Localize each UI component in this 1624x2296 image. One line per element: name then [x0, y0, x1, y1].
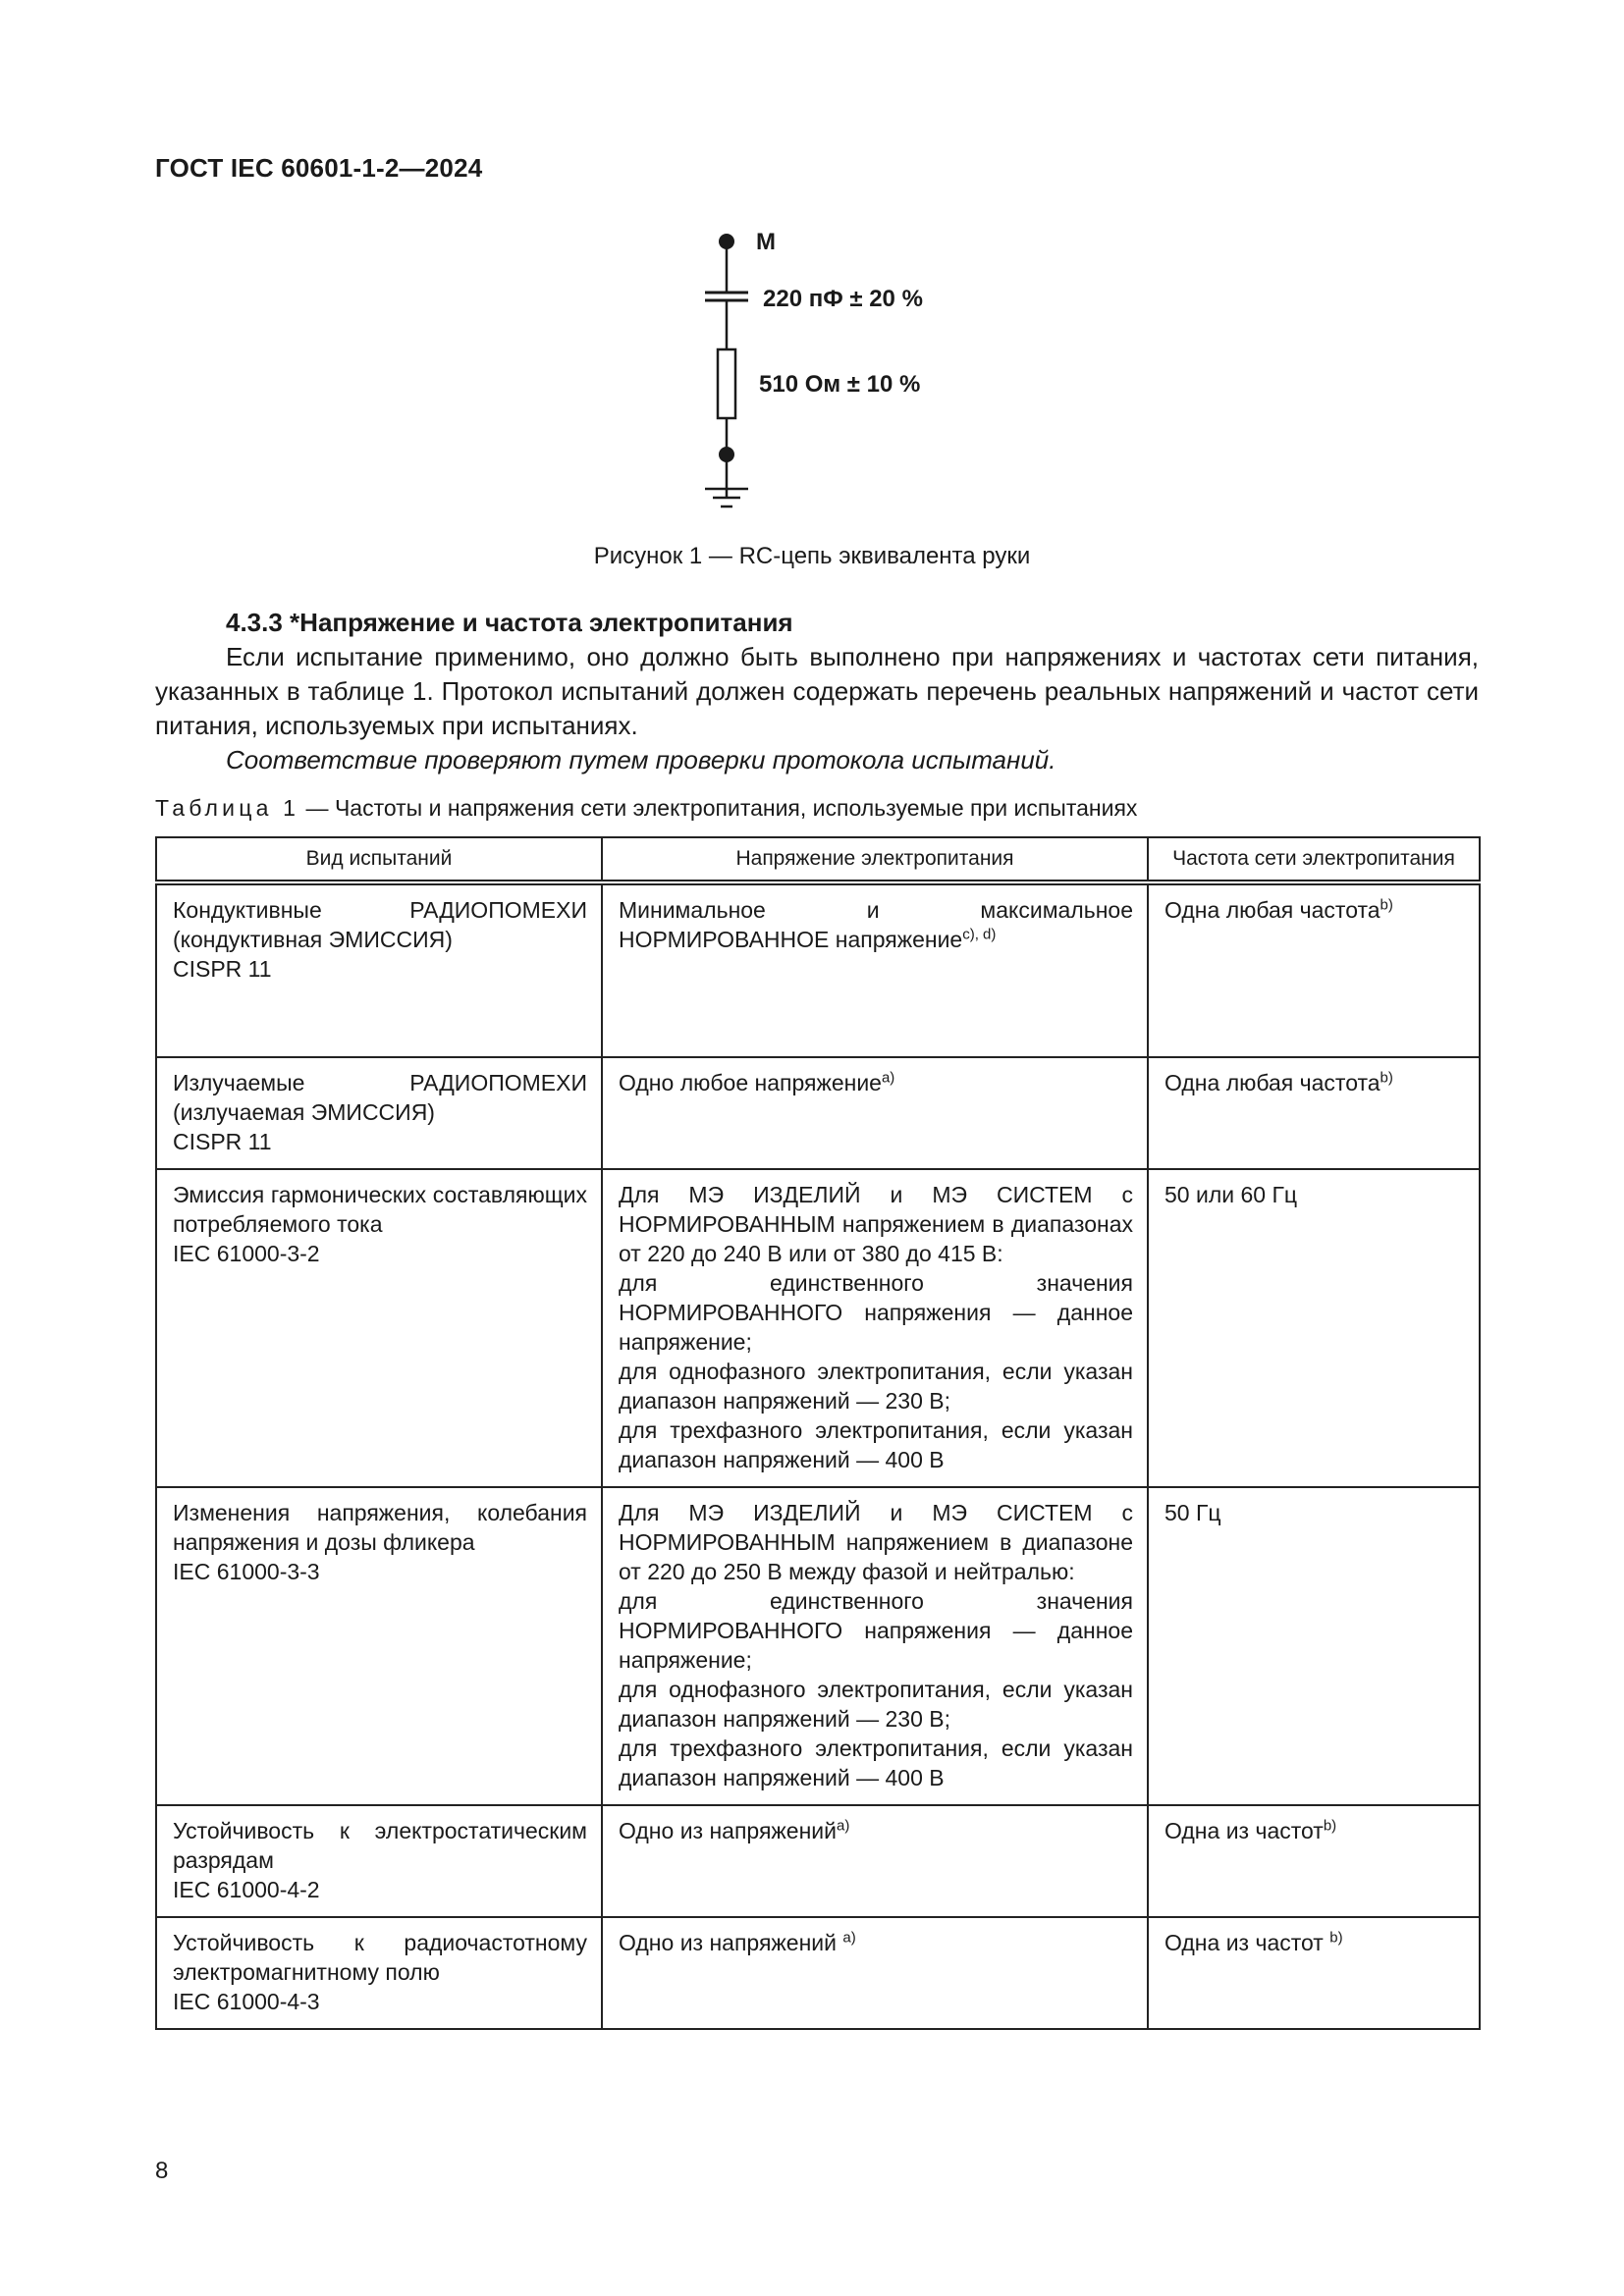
frequency-text: Одна любая частота: [1164, 897, 1380, 923]
cell-test-type: [156, 1917, 602, 2029]
figure-caption: Рисунок 1 — RC-цепь эквивалента руки: [593, 543, 1031, 569]
voltage-line: для трехфазного электропитания, если указан диапазон напряжений — 400 В: [619, 1417, 1133, 1472]
frequency-text: Одна из частот: [1164, 1930, 1330, 1955]
test-standard: IEC 61000-3-2: [173, 1241, 320, 1266]
table-header-row: [156, 837, 1480, 882]
voltage-footnote: a): [842, 1929, 856, 1947]
test-name: Эмиссия гармонических составляющих потребляемого тока: [173, 1182, 587, 1237]
cell-frequency: [1148, 1805, 1480, 1917]
voltage-line: Для МЭ ИЗДЕЛИЙ и МЭ СИСТЕМ с НОРМИРОВАННЫМ напряжением в диапазонах от 220 до 240 В или от 380 до 415 В:: [619, 1182, 1133, 1266]
voltage-footnote: a): [881, 1069, 895, 1087]
resistor-label: 510 Ом ± 10 %: [759, 371, 921, 398]
cell-test-type: [156, 882, 602, 1057]
frequency-text: 50 Гц: [1164, 1500, 1221, 1525]
test-standard: IEC 61000-4-2: [173, 1877, 320, 1902]
cell-voltage: [602, 1487, 1148, 1805]
test-name: Устойчивость к радиочастотному электромагнитному полю: [173, 1930, 587, 1985]
cell-frequency: [1148, 882, 1480, 1057]
table-row: [156, 1169, 1480, 1487]
table-title: [155, 795, 1137, 822]
table-row: [156, 1487, 1480, 1805]
test-name: Кондуктивные РАДИОПОМЕХИ (кондуктивная ЭМИССИЯ): [173, 897, 587, 952]
section-heading: 4.3.3 *Напряжение и частота электропитания: [226, 608, 793, 637]
frequency-footnote: b): [1380, 896, 1393, 914]
section-4-3-3: [155, 606, 1479, 777]
cell-frequency: [1148, 1057, 1480, 1169]
test-name: Изменения напряжения, колебания напряжения и дозы фликера: [173, 1500, 587, 1555]
table-title-prefix: Таблица 1: [155, 795, 300, 821]
cell-test-type: [156, 1487, 602, 1805]
voltage-line: для единственного значения НОРМИРОВАННОГО напряжения — данное напряжение;: [619, 1588, 1133, 1673]
node-label-m: M: [756, 229, 776, 255]
voltage-footnote: a): [836, 1817, 850, 1835]
section-paragraph: Если испытание применимо, оно должно быть выполнено при напряжениях и частотах сети питания, указанных в таблице 1. Протокол испытаний должен содержать перечень реальных напряжений и частот сети питания, используемых при испытаниях.: [155, 642, 1479, 740]
voltage-line: для однофазного электропитания, если указан диапазон напряжений — 230 В;: [619, 1677, 1133, 1732]
table-row: [156, 1057, 1480, 1169]
test-standard: CISPR 11: [173, 1129, 272, 1154]
voltage-line: для однофазного электропитания, если указан диапазон напряжений — 230 В;: [619, 1359, 1133, 1414]
cell-voltage: [602, 1917, 1148, 2029]
frequency-footnote: b): [1329, 1929, 1343, 1947]
voltage-text: Одно любое напряжение: [619, 1070, 882, 1095]
cell-test-type: [156, 1169, 602, 1487]
test-name: Излучаемые РАДИОПОМЕХИ (излучаемая ЭМИССИЯ): [173, 1070, 587, 1125]
cell-voltage: [602, 1805, 1148, 1917]
test-standard: IEC 61000-4-3: [173, 1989, 320, 2014]
cell-voltage: [602, 882, 1148, 1057]
cell-voltage: [602, 1057, 1148, 1169]
voltage-line: Для МЭ ИЗДЕЛИЙ и МЭ СИСТЕМ с НОРМИРОВАННЫМ напряжением в диапазоне от 220 до 250 В между фазой и нейтралью:: [619, 1500, 1133, 1584]
table-row: [156, 1805, 1480, 1917]
header-test-type: Вид испытаний: [156, 837, 602, 882]
bottom-node-dot: [719, 447, 734, 462]
voltage-text: Одно из напряжений: [619, 1818, 837, 1843]
capacitor-label: 220 пФ ± 20 %: [763, 286, 923, 312]
voltage-text: Минимальное и максимальное НОРМИРОВАННОЕ напряжение: [619, 897, 1133, 952]
frequency-footnote: b): [1380, 1069, 1393, 1087]
page-number: 8: [155, 2158, 169, 2184]
cell-frequency: [1148, 1487, 1480, 1805]
test-name: Устойчивость к электростатическим разрядам: [173, 1818, 587, 1873]
cell-frequency: [1148, 1169, 1480, 1487]
cell-test-type: [156, 1805, 602, 1917]
frequency-text: 50 или 60 Гц: [1164, 1182, 1298, 1207]
frequency-footnote: b): [1323, 1817, 1337, 1835]
voltage-text: Одно из напряжений: [619, 1930, 843, 1955]
voltage-footnote: c), d): [962, 926, 997, 943]
resistor-body: [718, 349, 735, 418]
voltage-line: для трехфазного электропитания, если указан диапазон напряжений — 400 В: [619, 1735, 1133, 1790]
test-standard: CISPR 11: [173, 956, 272, 982]
frequency-text: Одна любая частота: [1164, 1070, 1380, 1095]
test-standard: IEC 61000-3-3: [173, 1559, 320, 1584]
frequency-text: Одна из частот: [1164, 1818, 1324, 1843]
test-conditions-table: [155, 836, 1481, 2030]
document-header: ГОСТ IEC 60601-1-2—2024: [155, 153, 483, 183]
table-row: [156, 1917, 1480, 2029]
compliance-statement: Соответствие проверяют путем проверки протокола испытаний.: [226, 745, 1056, 774]
voltage-line: для единственного значения НОРМИРОВАННОГО напряжения — данное напряжение;: [619, 1270, 1133, 1355]
cell-test-type: [156, 1057, 602, 1169]
table-row: [156, 882, 1480, 1057]
cell-frequency: [1148, 1917, 1480, 2029]
cell-voltage: [602, 1169, 1148, 1487]
table-title-rest: — Частоты и напряжения сети электропитания, используемые при испытаниях: [299, 795, 1138, 821]
header-voltage: Напряжение электропитания: [602, 837, 1148, 882]
header-frequency: Частота сети электропитания: [1148, 837, 1480, 882]
rc-circuit-figure: [677, 224, 992, 518]
